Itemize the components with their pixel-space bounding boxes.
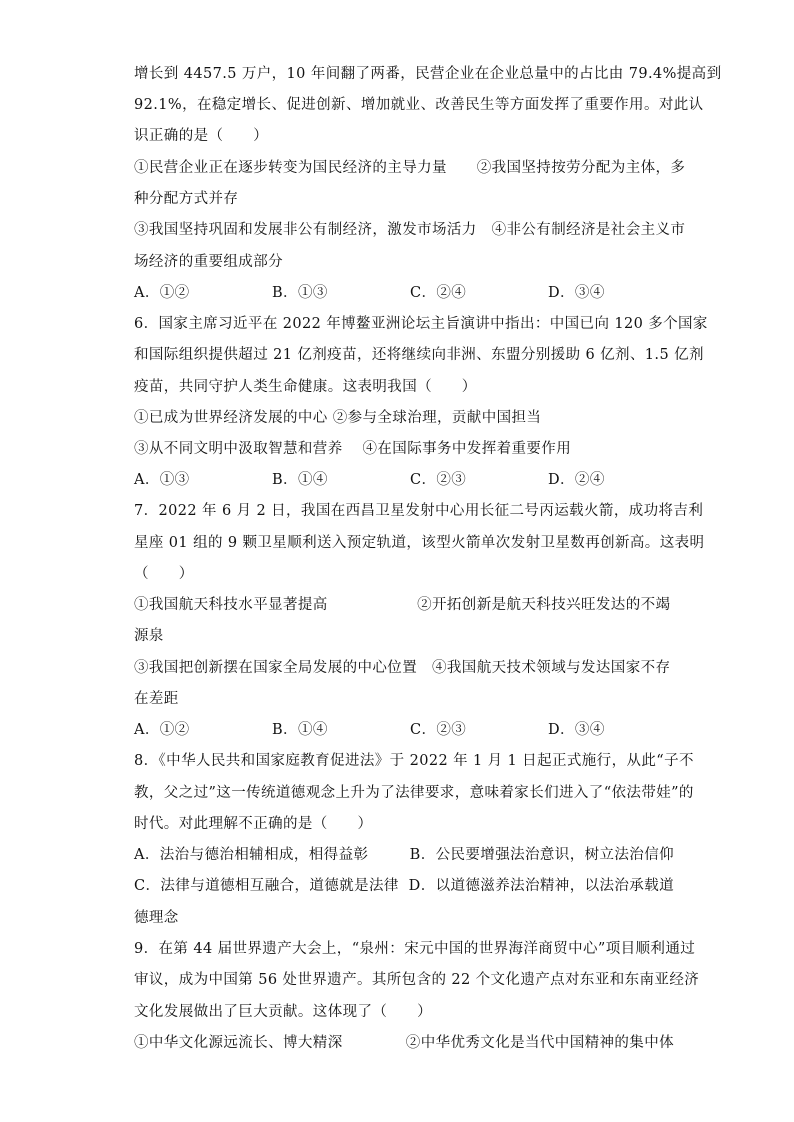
q6-stem-line-1: 6．国家主席习近平在 2022 年博鳌亚洲论坛主旨演讲中指出：中国已向 120 多个国家 (134, 316, 708, 332)
q6-stem-line-3: 疫苗，共同守护人类生命健康。这表明我国（ ） (134, 379, 477, 395)
q9-stem-line-2: 审议，成为中国第 56 处世界遗产。其所包含的 22 个文化遗产点对东亚和东南亚经济 (134, 972, 700, 988)
q6-option-d[interactable]: D．②④ (548, 472, 605, 488)
q5-statement-1-2: ①民营企业正在逐步转变为国民经济的主导力量 ②我国坚持按劳分配为主体，多 (134, 160, 686, 176)
q6-stem-line-2: 和国际组织提供超过 21 亿剂疫苗，还将继续向非洲、东盟分别援助 6 亿剂、1.5 亿剂 (134, 347, 704, 363)
q8-option-d-cont: 德理念 (134, 910, 179, 926)
q6-option-a[interactable]: A．①③ (134, 472, 190, 488)
q5-stem-line-2: 92.1%，在稳定增长、促进创新、增加就业、改善民生等方面发挥了重要作用。对此认 (134, 97, 704, 113)
q7-stem-line-1: 7．2022 年 6 月 2 日，我国在西昌卫星发射中心用长征二号丙运载火箭，成功将吉利 (134, 503, 704, 519)
q7-statement-1-2: ①我国航天科技水平显著提高 ②开拓创新是航天科技兴旺发达的不竭 (134, 597, 671, 613)
q7-statement-3-4: ③我国把创新摆在国家全局发展的中心位置 ④我国航天技术领域与发达国家不存 (134, 660, 671, 676)
q7-options (134, 720, 674, 740)
q8-option-a[interactable]: A．法治与德治相辅相成，相得益彰 (134, 847, 369, 863)
q7-option-d[interactable]: D．③④ (548, 722, 605, 738)
q8-stem-line-2: 教，父之过”这一传统道德观念上升为了法律要求，意味着家长们进入了“依法带娃”的 (134, 785, 694, 801)
q8-stem-line-1: 8．《中华人民共和国家庭教育促进法》于 2022 年 1 月 1 日起正式施行，从此“子不 (134, 753, 694, 769)
q9-statements-1-2 (134, 1033, 674, 1053)
q7-option-a[interactable]: A．①② (134, 722, 190, 738)
q5-option-a[interactable]: A．①② (134, 285, 190, 301)
q5-option-c[interactable]: C．②④ (410, 285, 467, 301)
q7-statement-4-cont: 在差距 (134, 691, 179, 707)
q7-option-c[interactable]: C．②③ (410, 722, 467, 738)
q9-stem-line-1: 9．在第 44 届世界遗产大会上，“泉州：宋元中国的世界海洋商贸中心”项目顺利通过 (134, 941, 696, 957)
q8-options-cd (134, 876, 674, 896)
q5-statement-2-cont: 种分配方式并存 (134, 191, 239, 207)
q8-option-c[interactable]: C．法律与道德相互融合，道德就是法律 (134, 878, 399, 894)
q5-option-d[interactable]: D．③④ (548, 285, 605, 301)
q6-statement-3-4: ③从不同文明中汲取智慧和营养 ④在国际事务中发挥着重要作用 (134, 441, 572, 457)
q5-statement-3-4: ③我国坚持巩固和发展非公有制经济，激发市场活力 ④非公有制经济是社会主义市 (134, 222, 686, 238)
q6-option-c[interactable]: C．②③ (410, 472, 467, 488)
q5-options (134, 283, 674, 303)
q7-stem-line-3: （ ） (134, 566, 194, 582)
q5-stem-line-3: 识正确的是（ ） (134, 128, 269, 144)
q6-option-b[interactable]: B．①④ (272, 472, 328, 488)
q9-stem-line-3: 文化发展做出了巨大贡献。这体现了（ ） (134, 1004, 432, 1020)
q8-option-d[interactable]: D．以道德滋养法治精神，以法治承载道 (408, 878, 674, 894)
q7-statement-2-cont: 源泉 (134, 628, 164, 644)
q5-stem-line-1: 增长到 4457.5 万户，10 年间翻了两番，民营企业在企业总量中的占比由 79.4%提高到 (134, 66, 722, 82)
q7-option-b[interactable]: B．①④ (272, 722, 328, 738)
q9-statement-1: ①中华文化源远流长、博大精深 (134, 1035, 343, 1051)
q8-option-b[interactable]: B．公民要增强法治意识，树立法治信仰 (409, 847, 674, 863)
q5-statement-4-cont: 场经济的重要组成部分 (134, 254, 283, 270)
q8-stem-line-3: 时代。对此理解不正确的是（ ） (134, 816, 373, 832)
q5-option-b[interactable]: B．①③ (272, 285, 328, 301)
q6-statement-1-2: ①已成为世界经济发展的中心 ②参与全球治理，贡献中国担当 (134, 410, 542, 426)
q9-statement-2: ②中华优秀文化是当代中国精神的集中体 (405, 1035, 674, 1051)
q8-options-ab (134, 845, 674, 865)
q7-stem-line-2: 星座 01 组的 9 颗卫星顺利送入预定轨道，该型火箭单次发射卫星数再创新高。这表明 (134, 535, 705, 551)
q6-options (134, 470, 674, 490)
